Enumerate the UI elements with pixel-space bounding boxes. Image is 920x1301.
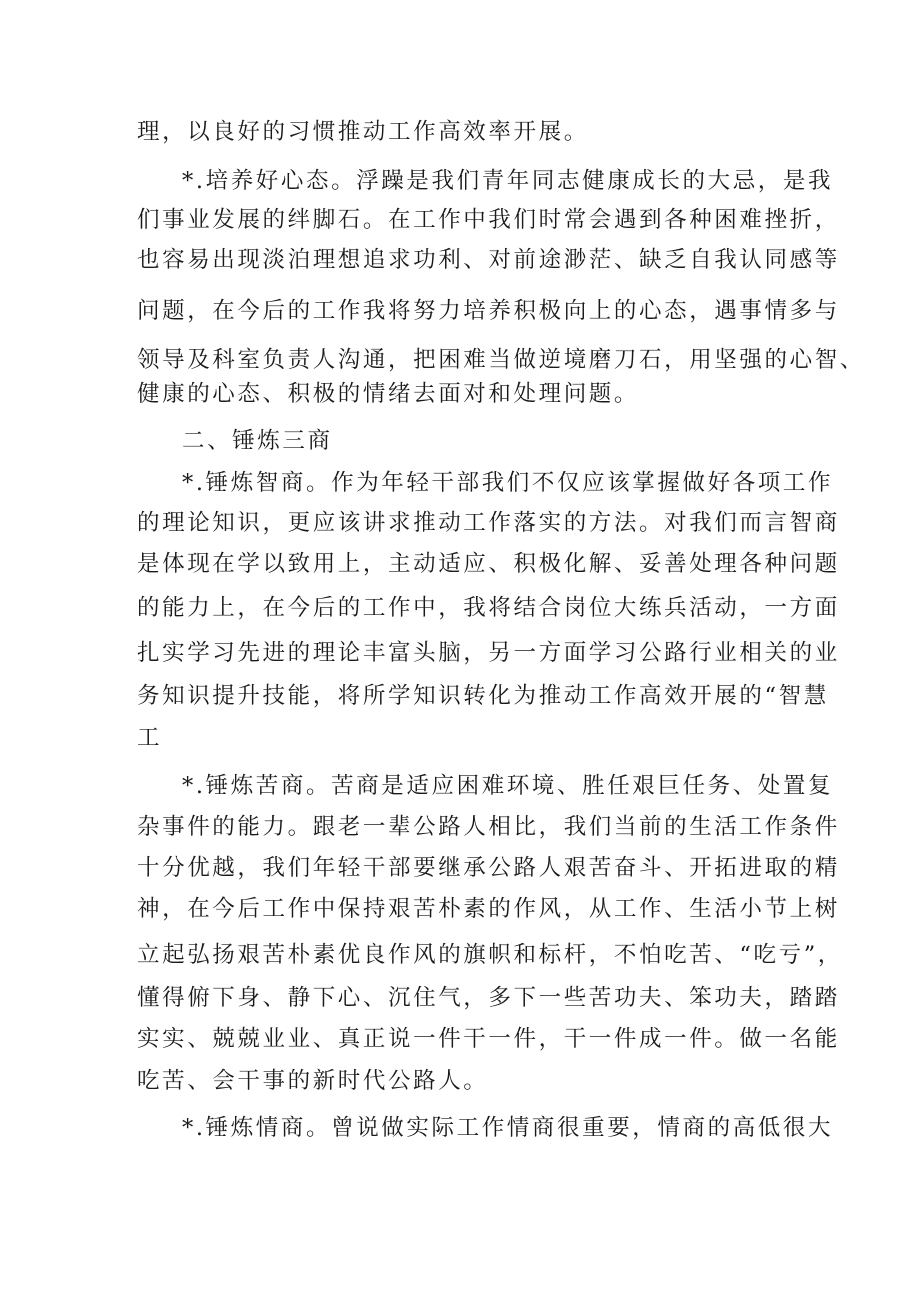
paragraph-start-line: *.锤炼智商。作为年轻干部我们不仅应该掌握做好各项工作: [182, 470, 834, 496]
text-line: 领导及科室负责人沟通，把困难当做逆境磨刀石，用坚强的心智、: [137, 347, 865, 373]
text-line: 也容易出现淡泊理想追求功利、对前途渺茫、缺乏自我认同感等: [137, 247, 840, 273]
text-line: 问题，在今后的工作我将努力培养积极向上的心态，遇事情多与: [137, 298, 840, 324]
text-line: 神，在今后工作中保持艰苦朴素的作风，从工作、生活小节上树: [137, 896, 840, 922]
text-line: 工: [137, 725, 163, 751]
text-line: 立起弘扬艰苦朴素优良作风的旗帜和标杆，不怕吃苦、“吃亏”，: [137, 942, 843, 968]
text-line: 吃苦、会干事的新时代公路人。: [137, 1068, 489, 1094]
paragraph-start-line: *.锤炼情商。曾说做实际工作情商很重要，情商的高低很大: [182, 1115, 834, 1141]
text-line: 务知识提升技能，将所学知识转化为推动工作高效开展的“智慧: [137, 683, 829, 709]
text-line: 扎实学习先进的理论丰富头脑，另一方面学习公路行业相关的业: [137, 640, 840, 666]
text-line: 实实、兢兢业业、真正说一件干一件，干一件成一件。做一名能: [137, 1026, 840, 1052]
text-line: 十分优越，我们年轻干部要继承公路人艰苦奋斗、开拓进取的精: [137, 855, 840, 881]
text-line: 是体现在学以致用上，主动适应、积极化解、妥善处理各种问题: [137, 551, 840, 577]
text-line: 的理论知识，更应该讲求推动工作落实的方法。对我们而言智商: [137, 510, 840, 536]
text-line: 的能力上，在今后的工作中，我将结合岗位大练兵活动，一方面: [137, 595, 840, 621]
text-line: 们事业发展的绊脚石。在工作中我们时常会遇到各种困难挫折，: [137, 207, 840, 233]
paragraph-start-line: *.锤炼苦商。苦商是适应困难环境、胜任艰巨任务、处置复: [182, 773, 834, 799]
text-line: 杂事件的能力。跟老一辈公路人相比，我们当前的生活工作条件: [137, 814, 840, 840]
section-heading: 二、锤炼三商: [182, 428, 333, 454]
text-line: 理，以良好的习惯推动工作高效率开展。: [137, 119, 589, 145]
text-line: 懂得俯下身、静下心、沉住气，多下一些苦功夫、笨功夫，踏踏: [137, 985, 840, 1011]
paragraph-start-line: *.培养好心态。浮躁是我们青年同志健康成长的大忌，是我: [182, 168, 834, 194]
text-line: 健康的心态、积极的情绪去面对和处理问题。: [137, 381, 640, 407]
